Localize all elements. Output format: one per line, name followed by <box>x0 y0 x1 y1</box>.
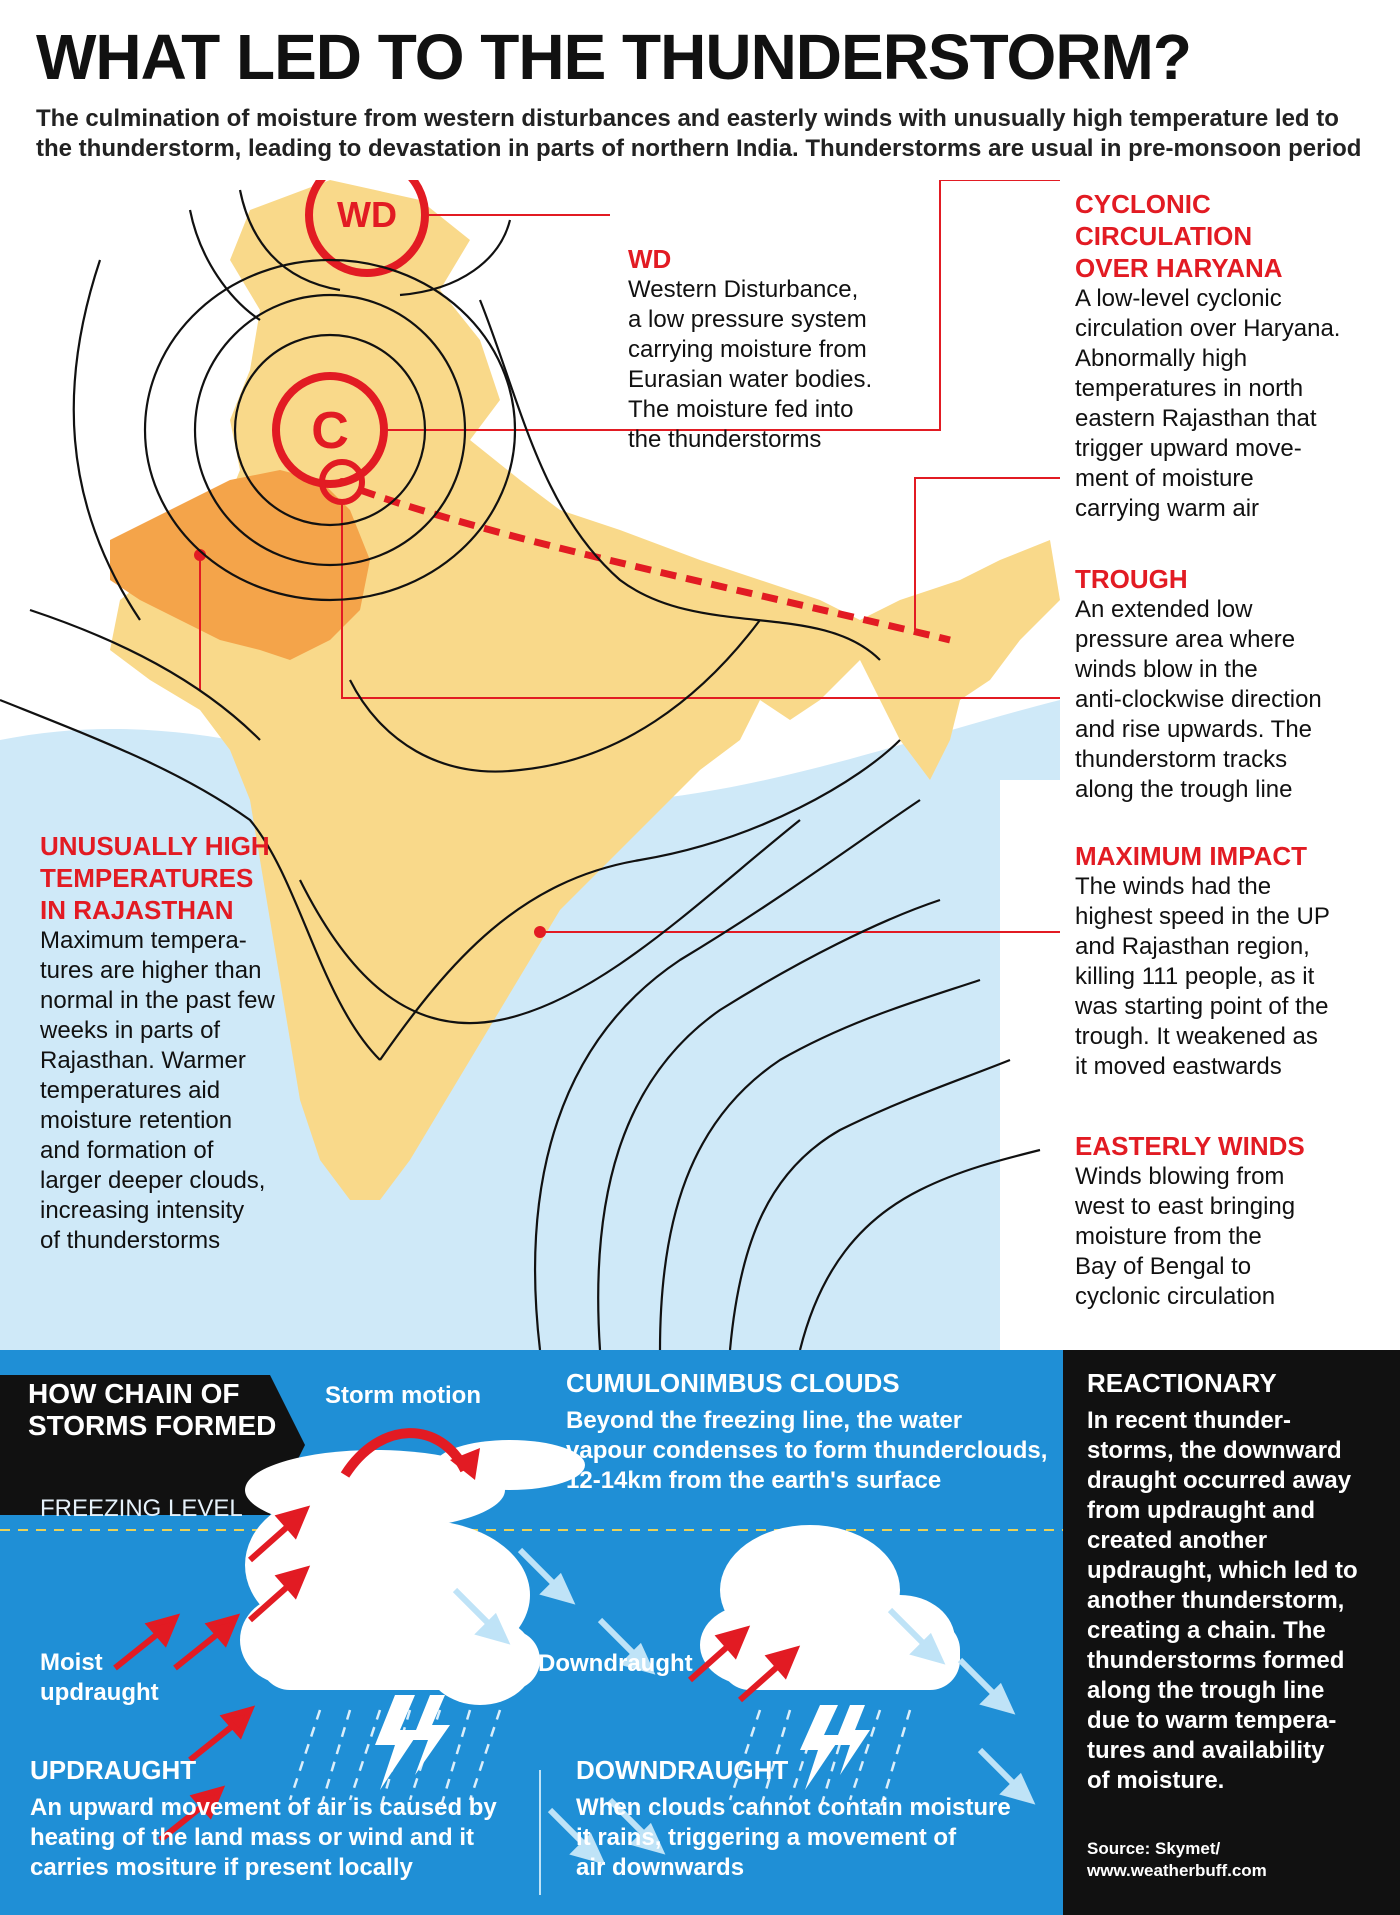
callout-wd-body: Western Disturbance, a low pressure system carrying moisture from Eurasian water bodies. The moisture fed into the thunderstorms <box>628 276 873 453</box>
lightning-bolt-left-2 <box>412 1695 450 1775</box>
callout-easterly-body: Winds blowing from west to east bringing moisture from the Bay of Bengal to cyclonic circulation <box>1075 1163 1296 1310</box>
cumulonimbus-heading: CUMULONIMBUS CLOUDS <box>566 1368 900 1398</box>
callout-cyclonic-heading-3: OVER HARYANA <box>1075 253 1283 283</box>
moist-updraught-line-1: Moist <box>40 1649 103 1676</box>
callout-wd <box>628 243 928 455</box>
callout-trough <box>1075 563 1395 805</box>
updraught-body: An upward movement of air is caused by heating of the land mass or wind and it carries mositure if present locally <box>30 1794 497 1881</box>
cloud-right <box>700 1525 960 1690</box>
page-title: WHAT LED TO THE THUNDERSTORM? <box>36 21 1191 93</box>
easterly-leader-dot <box>534 926 546 938</box>
reactionary-body: In recent thunder- storms, the downward draught occurred away from updraught and created another updraught, which led to another thunderstorm, creating a chain. The thunderstorms formed along the trough line due to warm tempera- tures and availability of moisture. <box>1087 1407 1358 1794</box>
moist-updraught-label <box>40 1648 159 1708</box>
downdraught-label: Downdraught <box>538 1650 693 1677</box>
reactionary-heading: REACTIONARY <box>1087 1368 1277 1398</box>
wd-marker-label: WD <box>337 194 397 235</box>
downdraught-body: When clouds cannot contain moisture it rains, triggering a movement of air downwards <box>576 1794 1011 1881</box>
callout-impact-body: The winds had the highest speed in the UP and Rajasthan region, killing 111 people, as it was starting point of the trough. It weakened as it moved eastwards <box>1075 873 1330 1080</box>
reactionary-panel <box>1063 1350 1400 1915</box>
lightning-bolt-right <box>800 1705 842 1790</box>
storm-banner-line-2: STORMS FORMED <box>28 1410 277 1441</box>
callout-impact <box>1075 840 1395 1082</box>
callout-rajasthan-heading-2: TEMPERATURES <box>40 863 254 893</box>
impact-marker-dot <box>338 478 346 486</box>
lightning-bolt-right-2 <box>834 1705 870 1775</box>
cumulonimbus-body: Beyond the freezing line, the water vapour condenses to form thunderclouds, 12-14km from the earth's surface <box>566 1407 1048 1494</box>
callout-cyclonic-body: A low-level cyclonic circulation over Haryana. Abnormally high temperatures in north eastern Rajasthan that trigger upward move- ment of moisture carrying warm air <box>1075 285 1341 522</box>
storm-chain-panel <box>0 1350 1063 1915</box>
freezing-level-label: FREEZING LEVEL <box>40 1495 243 1522</box>
callout-cyclonic-heading-2: CIRCULATION <box>1075 221 1253 251</box>
page-subtitle: The culmination of moisture from western disturbances and easterly winds with unusually high temperature led to the thunderstorm, leading to devastation in parts of northern India. Thunderstorms are usual in pre-monsoon period <box>36 105 1362 162</box>
callout-wd-heading: WD <box>628 244 672 274</box>
callout-easterly-heading: EASTERLY WINDS <box>1075 1131 1305 1161</box>
callout-rajasthan-heading-1: UNUSUALLY HIGH <box>40 831 270 861</box>
c-marker-label: C <box>311 402 349 460</box>
callout-rajasthan <box>40 830 330 1256</box>
callout-easterly <box>1075 1130 1395 1312</box>
callout-rajasthan-heading-3: IN RAJASTHAN <box>40 895 234 925</box>
callout-trough-heading: TROUGH <box>1075 564 1188 594</box>
storm-motion-label: Storm motion <box>325 1382 481 1409</box>
downdraught-heading: DOWNDRAUGHT <box>576 1755 789 1785</box>
storm-banner-line-1: HOW CHAIN OF <box>28 1378 240 1409</box>
updraught-heading: UPDRAUGHT <box>30 1755 197 1785</box>
callout-cyclonic <box>1075 188 1395 524</box>
source-credit: Source: Skymet/ www.weatherbuff.com <box>1087 1839 1267 1880</box>
callout-impact-heading: MAXIMUM IMPACT <box>1075 841 1308 871</box>
moist-updraught-line-2: updraught <box>40 1679 159 1706</box>
callout-rajasthan-body: Maximum tempera- tures are higher than normal in the past few weeks in parts of Rajasthan. Warmer temperatures aid moisture retention and formation of larger deeper clouds, increasing intensity of thunderstorms <box>40 927 275 1254</box>
callout-cyclonic-heading-1: CYCLONIC <box>1075 189 1211 219</box>
lightning-bolt-left <box>375 1695 420 1790</box>
callout-trough-body: An extended low pressure area where winds blow in the anti-clockwise direction and rise upwards. The thunderstorm tracks along the trough line <box>1075 596 1322 803</box>
storm-banner <box>28 1378 276 1442</box>
